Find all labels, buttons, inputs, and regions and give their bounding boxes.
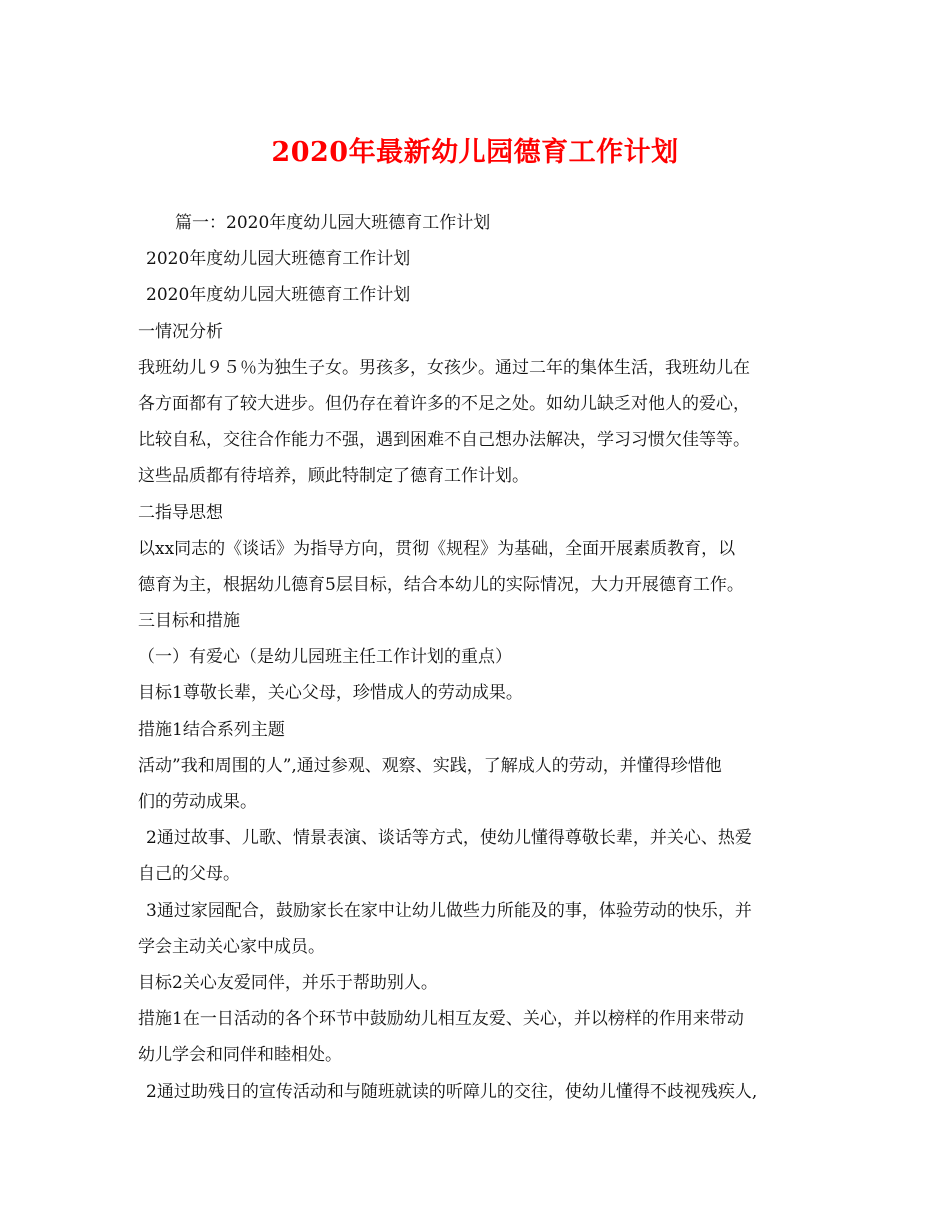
paragraph-line: 活动”我和周围的人”,通过参观、观察、实践，了解成人的劳动，并懂得珍惜他 [138, 755, 722, 776]
document-body [138, 205, 828, 1110]
measure-item: 2通过助残日的宣传活动和与随班就读的听障儿的交往，使幼儿懂得不歧视残疾人, [146, 1081, 758, 1102]
paragraph-line: 比较自私，交往合作能力不强，遇到困难不自己想办法解决，学习习惯欠佳等等。 [138, 430, 750, 451]
measure-line: 措施1结合系列主题 [138, 719, 285, 740]
subsection-heading: （一）有爱心（是幼儿园班主任工作计划的重点） [138, 647, 512, 668]
measure-item: 3通过家园配合，鼓励家长在家中让幼儿做些力所能及的事，体验劳动的快乐，并 [146, 900, 752, 921]
document-title: 2020年最新幼儿园德育工作计划 [271, 137, 679, 168]
subtitle-line: 2020年度幼儿园大班德育工作计划 [146, 249, 411, 270]
paragraph-line: 幼儿学会和同伴和睦相处。 [138, 1045, 342, 1066]
paragraph-line: 们的劳动成果。 [138, 792, 257, 812]
section-heading: 三目标和措施 [138, 611, 240, 632]
subtitle-line: 2020年度幼儿园大班德育工作计划 [146, 285, 411, 306]
paragraph-line: 各方面都有了较大进步。但仍存在着许多的不足之处。如幼儿缺乏对他人的爱心， [138, 393, 750, 414]
paragraph-line: 学会主动关心家中成员。 [138, 936, 325, 957]
section-heading: 一情况分析 [138, 321, 223, 342]
measure-line: 措施1在一日活动的各个环节中鼓励幼儿相互友爱、关心，并以榜样的作用来带动 [138, 1009, 744, 1030]
paragraph-line: 以xx同志的《谈话》为指导方向，贯彻《规程》为基础，全面开展素质教育，以 [138, 538, 736, 559]
measure-item: 2通过故事、儿歌、情景表演、谈话等方式，使幼儿懂得尊敬长辈，并关心、热爱 [146, 828, 752, 849]
section-heading-part-one: 篇一：2020年度幼儿园大班德育工作计划 [175, 213, 491, 233]
goal-line: 目标2关心友爱同伴，并乐于帮助别人。 [138, 972, 438, 993]
section-heading: 二指导思想 [138, 502, 223, 523]
paragraph-line: 德育为主，根据幼儿德育5层目标，结合本幼儿的实际情况，大力开展德育工作。 [138, 574, 744, 595]
paragraph-line: 我班幼儿９５％为独生子女。男孩多，女孩少。通过二年的集体生活，我班幼儿在 [138, 357, 750, 378]
goal-line: 目标1尊敬长辈，关心父母，珍惜成人的劳动成果。 [138, 683, 523, 704]
paragraph-line: 自己的父母。 [138, 864, 240, 885]
paragraph-line: 这些品质都有待培养，顾此特制定了德育工作计划。 [138, 466, 529, 487]
